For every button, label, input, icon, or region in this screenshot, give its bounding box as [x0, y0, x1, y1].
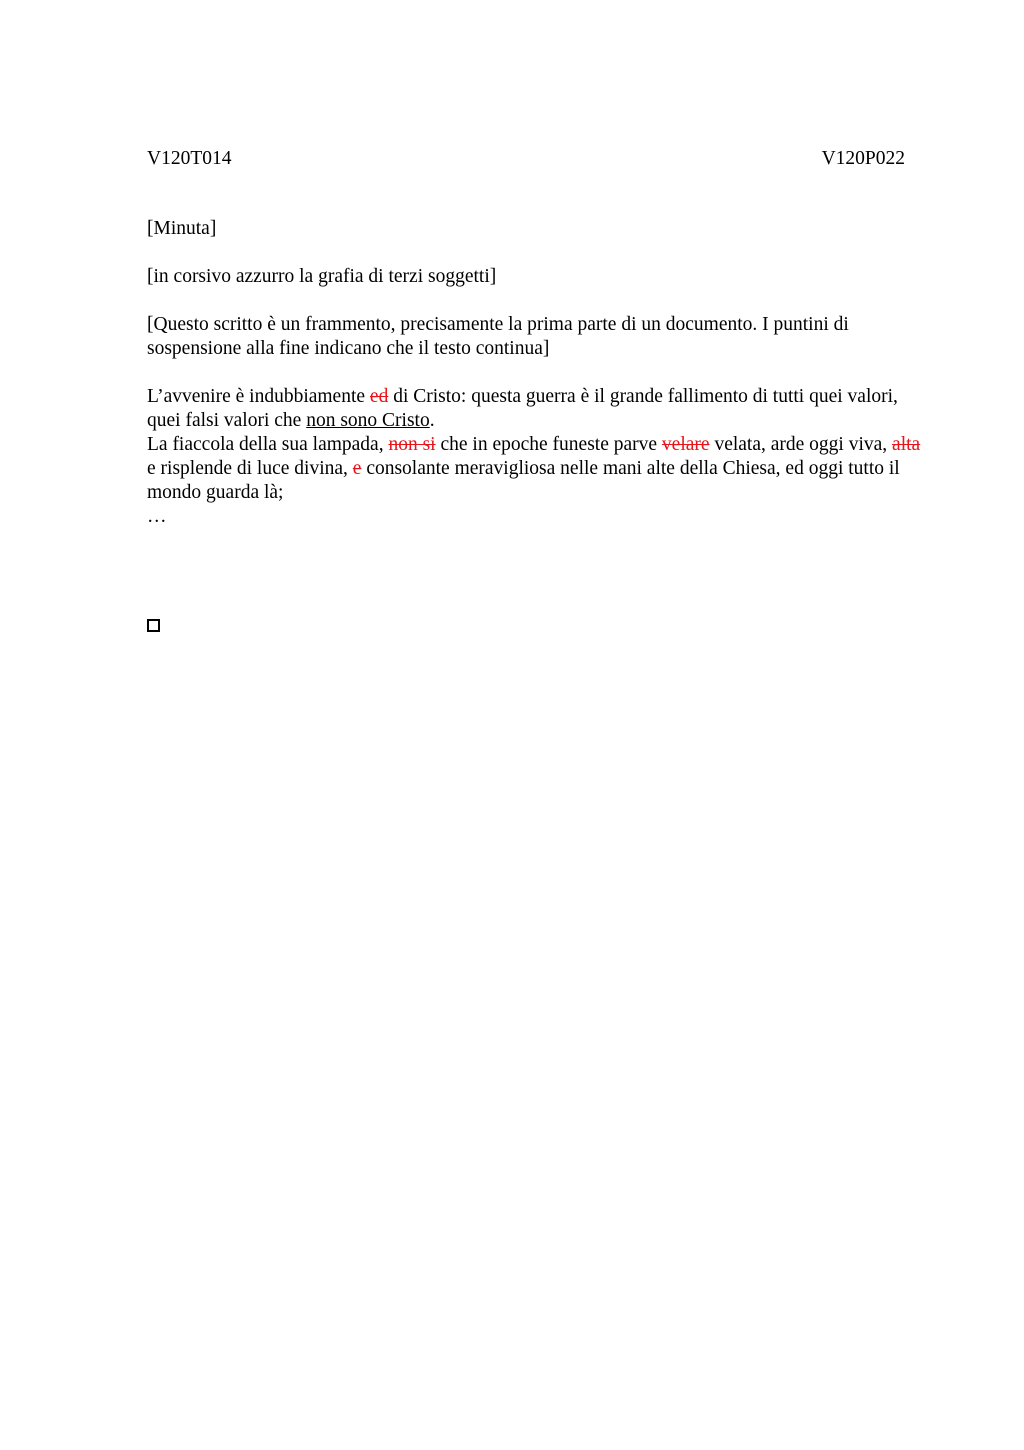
- body-text: che in epoche funeste parve: [435, 434, 662, 455]
- document-code-right: V120P022: [821, 148, 905, 169]
- body-text: .: [429, 410, 435, 431]
- body-text: La fiaccola della sua lampada,: [147, 434, 389, 455]
- deleted-word: e: [352, 458, 362, 479]
- body-text: di Cristo: questa guerra è il grande fallimento di tutti quei valori, quei falsi valori che: [147, 386, 898, 431]
- deleted-word: velare: [661, 434, 710, 455]
- checkbox-square-icon: [147, 619, 160, 632]
- legend-note: [in corsivo azzurro la grafia di terzi soggetti]: [147, 266, 497, 287]
- body-text: L’avvenire è indubbiamente: [147, 386, 370, 407]
- document-code-left: V120T014: [147, 148, 232, 169]
- fragment-note: [Questo scritto è un frammento, precisamente la prima parte di un documento. I puntini di sospensione alla fine indicano che il testo continua]: [147, 314, 849, 359]
- deleted-word: alta: [892, 434, 921, 455]
- deleted-word: ed: [369, 386, 389, 407]
- underlined-text: non sono Cristo: [306, 410, 430, 431]
- page-header: [147, 146, 905, 172]
- body-text: e risplende di luce divina,: [147, 458, 353, 479]
- transcription-body: [147, 385, 927, 529]
- continuation-ellipsis: …: [147, 506, 167, 527]
- body-text: consolante meravigliosa nelle mani alte della Chiesa, ed oggi tutto il mondo guarda là;: [147, 458, 900, 503]
- body-text: velata, arde oggi viva,: [709, 434, 893, 455]
- minuta-label: [Minuta]: [147, 218, 217, 239]
- deleted-word: non si: [388, 434, 436, 455]
